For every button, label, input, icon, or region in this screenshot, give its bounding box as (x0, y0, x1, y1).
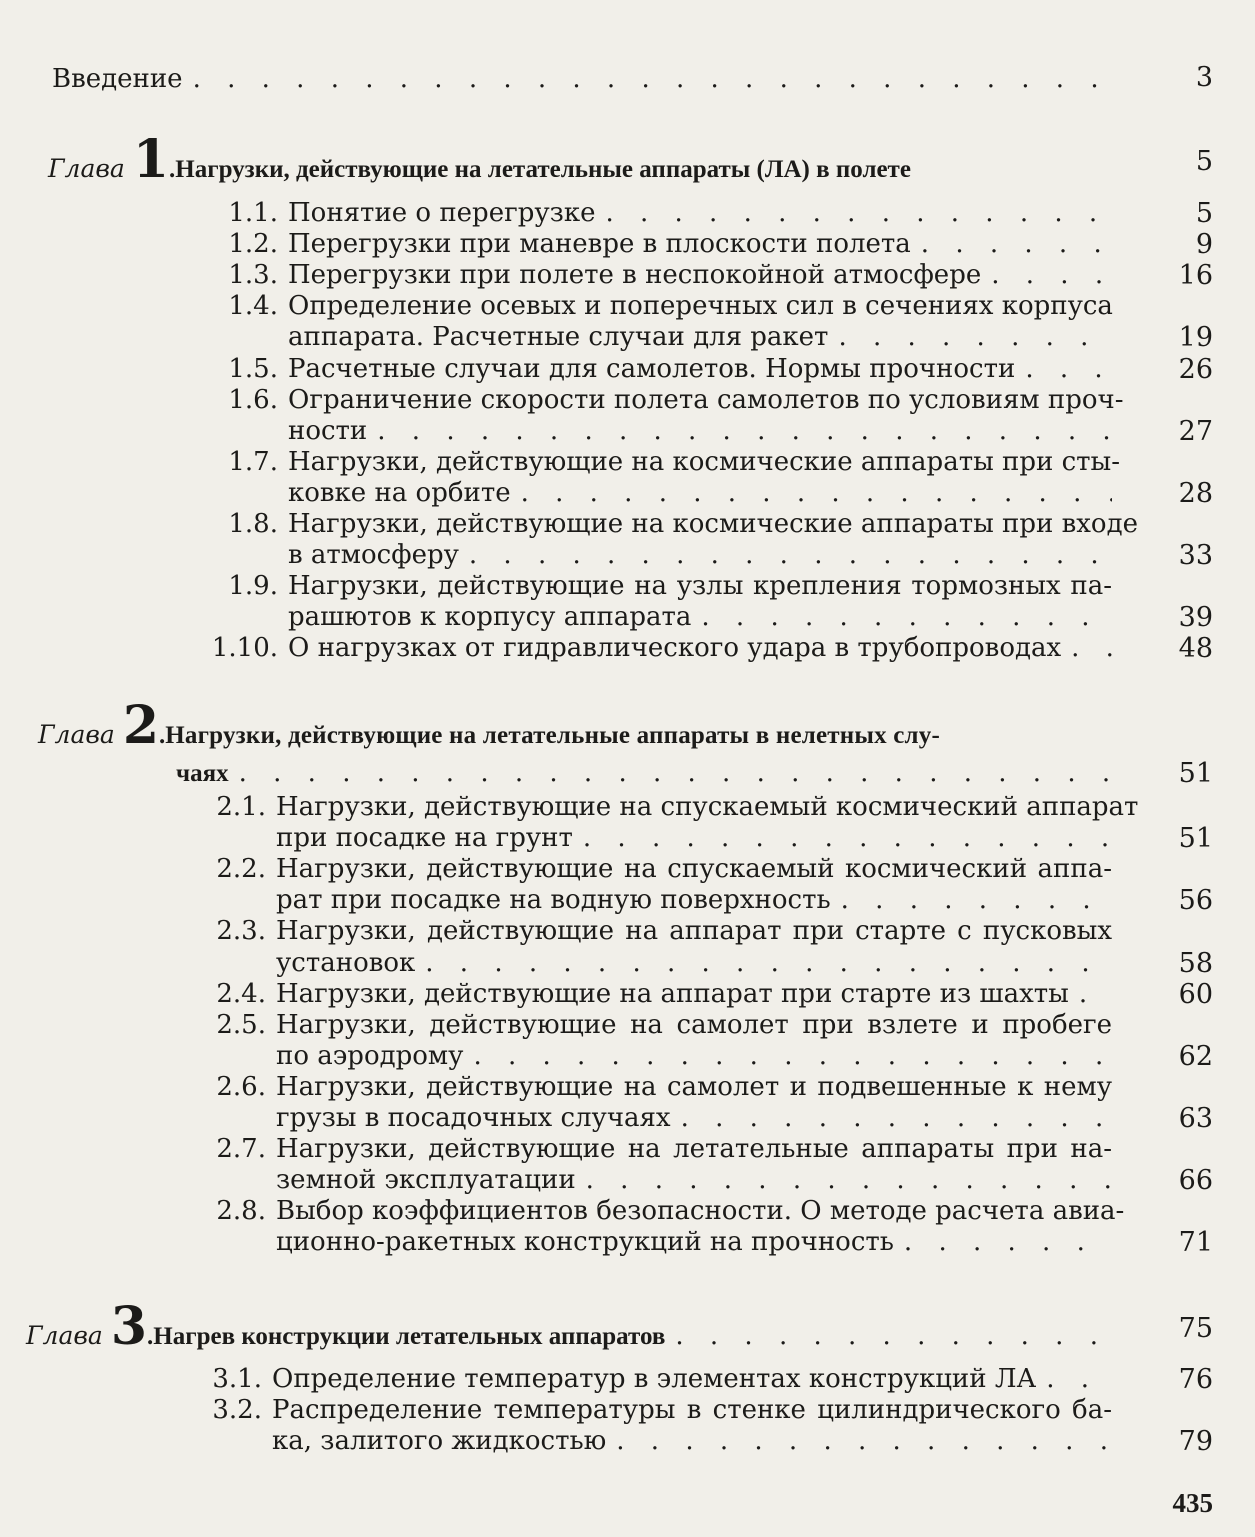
toc-section[interactable] (158, 291, 1112, 322)
section-title-line: Нагрузки, действующие на аппарат при старте из шахты (276, 979, 1069, 1009)
chapter-title-end: чаях (176, 760, 229, 787)
dot-leader (911, 229, 1112, 260)
page-number: 51 (1178, 758, 1213, 789)
toc-section[interactable] (146, 979, 1112, 1010)
toc-section[interactable] (146, 1072, 1112, 1103)
chapter-number-dot: . (159, 722, 166, 749)
dot-leader (367, 416, 1112, 447)
section-title-line: Понятие о перегрузке (288, 198, 596, 228)
section-number: 1.7. (228, 447, 278, 477)
dot-leader (511, 478, 1112, 509)
page-number: 62 (1178, 1041, 1213, 1072)
section-title-line: ка, залитого жидкостью (272, 1426, 607, 1456)
dot-leader (573, 823, 1112, 854)
section-number: 2.6. (216, 1072, 266, 1102)
section-number: 2.7. (216, 1134, 266, 1164)
section-title-line: земной эксплуатации (276, 1165, 576, 1195)
dot-leader (463, 1041, 1112, 1072)
toc-section[interactable] (146, 1134, 1112, 1165)
toc-section-continued[interactable] (146, 948, 1112, 979)
toc-section[interactable] (158, 385, 1124, 416)
toc-entry-intro[interactable] (52, 64, 1122, 95)
section-title-line: Нагрузки, действующие на самолет при взлете и пробеге (276, 1010, 1112, 1040)
section-title-line: по аэродрому (276, 1041, 464, 1071)
page-number: 19 (1178, 322, 1213, 353)
dot-leader (1069, 979, 1112, 1010)
section-number: 1.9. (228, 571, 278, 601)
page-number: 58 (1178, 948, 1213, 979)
toc-section-continued[interactable] (142, 1426, 1112, 1457)
section-title-line: Определение осевых и поперечных сил в сечениях корпуса (288, 291, 1113, 321)
page-number: 56 (1178, 885, 1213, 916)
toc-section[interactable] (142, 1364, 1112, 1395)
section-title-line: грузы в посадочных случаях (276, 1103, 671, 1133)
toc-section-continued[interactable] (146, 885, 1112, 916)
chapter-title: Нагрузки, действующие на летательные аппараты (ЛА) в полете (175, 156, 911, 183)
page-number: 63 (1178, 1103, 1213, 1134)
toc-section[interactable] (158, 571, 1112, 602)
toc-section[interactable] (146, 916, 1112, 947)
page-number: 79 (1178, 1426, 1213, 1457)
section-title-line: Определение температур в элементах конструкций ЛА (272, 1364, 1037, 1394)
chapter-title: Нагрузки, действующие на летательные аппараты в нелетных слу- (165, 722, 941, 749)
chapter-heading-continued[interactable] (176, 758, 1112, 789)
page-number: 71 (1178, 1227, 1213, 1258)
page-number: 26 (1178, 354, 1213, 385)
toc-section-continued[interactable] (146, 1103, 1112, 1134)
section-number: 2.1. (216, 792, 266, 822)
section-number: 2.4. (216, 979, 266, 1009)
section-number: 1.1. (228, 198, 278, 228)
toc-section-continued[interactable] (146, 1165, 1112, 1196)
toc-section[interactable] (158, 509, 1138, 540)
dot-leader (671, 1103, 1112, 1134)
section-number: 1.10. (211, 633, 278, 663)
section-title-line: ковке на орбите (288, 478, 511, 508)
dot-leader (1061, 633, 1112, 664)
dot-leader (665, 1316, 1112, 1356)
page-number: 28 (1178, 478, 1213, 509)
section-number: 1.8. (228, 509, 278, 539)
section-number: 3.1. (212, 1364, 262, 1394)
toc-section-continued[interactable] (158, 602, 1112, 633)
section-number: 1.6. (228, 385, 278, 415)
section-title-line: Нагрузки, действующие на летательные аппараты при на- (276, 1134, 1112, 1164)
toc-section-continued[interactable] (146, 823, 1112, 854)
section-title-line: в атмосферу (288, 540, 459, 570)
section-title-line: Нагрузки, действующие на спускаемый космический аппа- (276, 854, 1112, 884)
toc-section[interactable] (158, 447, 1121, 478)
toc-section[interactable] (158, 229, 1112, 260)
dot-leader (459, 540, 1112, 571)
chapter-heading[interactable] (38, 695, 1112, 756)
dot-leader (828, 322, 1112, 353)
toc-section[interactable] (146, 1196, 1125, 1227)
section-title-line: Нагрузки, действующие на космические аппараты при сты- (288, 447, 1121, 477)
folio-page-number: 435 (1172, 1488, 1213, 1518)
section-number: 1.5. (228, 354, 278, 384)
toc-section[interactable] (146, 1010, 1112, 1041)
chapter-heading[interactable] (48, 129, 1112, 190)
page-number: 3 (1195, 62, 1213, 93)
dot-leader (691, 602, 1112, 633)
section-title-line: Нагрузки, действующие на самолет и подвешенные к нему (276, 1072, 1112, 1102)
section-title-line: Расчетные случаи для самолетов. Нормы прочности (288, 354, 1016, 384)
section-title-line: Нагрузки, действующие на спускаемый космический аппарат (276, 792, 1139, 822)
dot-leader (1036, 1364, 1112, 1395)
chapter-title: Нагрев конструкции летательных аппаратов (153, 1323, 666, 1350)
dot-leader (183, 64, 1122, 95)
toc-section-continued[interactable] (158, 478, 1112, 509)
toc-section-continued[interactable] (158, 322, 1112, 353)
section-number: 3.2. (212, 1395, 262, 1425)
chapter-label: Глава (26, 1321, 103, 1350)
section-title-line: Выбор коэффициентов безопасности. О методе расчета авиа- (276, 1196, 1125, 1226)
dot-leader (1015, 354, 1112, 385)
dot-leader (894, 1227, 1112, 1258)
chapter-label: Глава (48, 154, 125, 183)
toc-section-continued[interactable] (158, 416, 1112, 447)
toc-section-continued[interactable] (158, 540, 1112, 571)
page-number: 39 (1178, 602, 1213, 633)
section-title-line: Нагрузки, действующие на космические аппараты при входе (288, 509, 1138, 539)
section-number: 2.3. (216, 916, 266, 946)
dot-leader (415, 948, 1112, 979)
page-number: 27 (1178, 416, 1213, 447)
page-number: 16 (1178, 260, 1213, 291)
section-title-line: аппарата. Расчетные случаи для ракет (288, 322, 829, 352)
toc-section[interactable] (158, 633, 1112, 664)
section-title-line: при посадке на грунт (276, 823, 573, 853)
page-number: 9 (1195, 229, 1213, 260)
page-number: 5 (1195, 198, 1213, 229)
page-number: 48 (1178, 633, 1213, 664)
section-title-line: О нагрузках от гидравлического удара в трубопроводах (288, 633, 1062, 663)
toc-section[interactable] (158, 354, 1112, 385)
section-number: 1.4. (228, 291, 278, 321)
section-title-line: ционно-ракетных конструкций на прочность (276, 1227, 894, 1257)
dot-leader (595, 198, 1112, 229)
chapter-number: 2 (122, 695, 160, 756)
section-number: 2.8. (216, 1196, 266, 1226)
dot-leader (576, 1165, 1112, 1196)
dot-leader (981, 260, 1112, 291)
section-title-line: Ограничение скорости полета самолетов по условиям проч- (288, 385, 1124, 415)
page-number: 75 (1178, 1313, 1213, 1344)
chapter-number-dot: . (147, 1323, 154, 1350)
chapter-heading[interactable] (26, 1296, 1112, 1357)
section-title-line: Перегрузки при маневре в плоскости полета (288, 229, 911, 259)
section-title-line: Нагрузки, действующие на узлы крепления тормозных па- (288, 571, 1112, 601)
toc-section-continued[interactable] (146, 1041, 1112, 1072)
toc-section[interactable] (142, 1395, 1112, 1426)
chapter-number-dot: . (169, 156, 176, 183)
toc-section[interactable] (158, 198, 1112, 229)
section-title-line: Нагрузки, действующие на аппарат при старте с пусковых (276, 916, 1112, 946)
dot-leader (229, 758, 1112, 789)
toc-section[interactable] (158, 260, 1112, 291)
section-title-line: рат при посадке на водную поверхность (276, 885, 831, 915)
section-title-line: Перегрузки при полете в неспокойной атмосфере (288, 260, 982, 290)
page-number: 33 (1178, 540, 1213, 571)
section-title-line: установок (276, 948, 416, 978)
page-number: 60 (1178, 979, 1213, 1010)
dot-leader (831, 885, 1112, 916)
toc-section[interactable] (146, 792, 1139, 823)
page-number: 51 (1178, 823, 1213, 854)
intro-label: Введение (52, 64, 183, 94)
section-title-line: рашютов к корпусу аппарата (288, 602, 692, 632)
section-number: 1.2. (228, 229, 278, 259)
chapter-label: Глава (38, 720, 115, 749)
section-number: 2.2. (216, 854, 266, 884)
page-number: 66 (1178, 1165, 1213, 1196)
page-number: 5 (1195, 146, 1213, 177)
page-number: 76 (1178, 1364, 1213, 1395)
toc-section-continued[interactable] (146, 1227, 1112, 1258)
chapter-number: 1 (132, 129, 170, 190)
section-number: 1.3. (228, 260, 278, 290)
section-number: 2.5. (216, 1010, 266, 1040)
chapter-number: 3 (110, 1296, 148, 1357)
section-title-line: Распределение температуры в стенке цилиндрического ба- (272, 1395, 1112, 1425)
toc-section[interactable] (146, 854, 1112, 885)
section-title-line: ности (288, 416, 368, 446)
dot-leader (606, 1426, 1112, 1457)
